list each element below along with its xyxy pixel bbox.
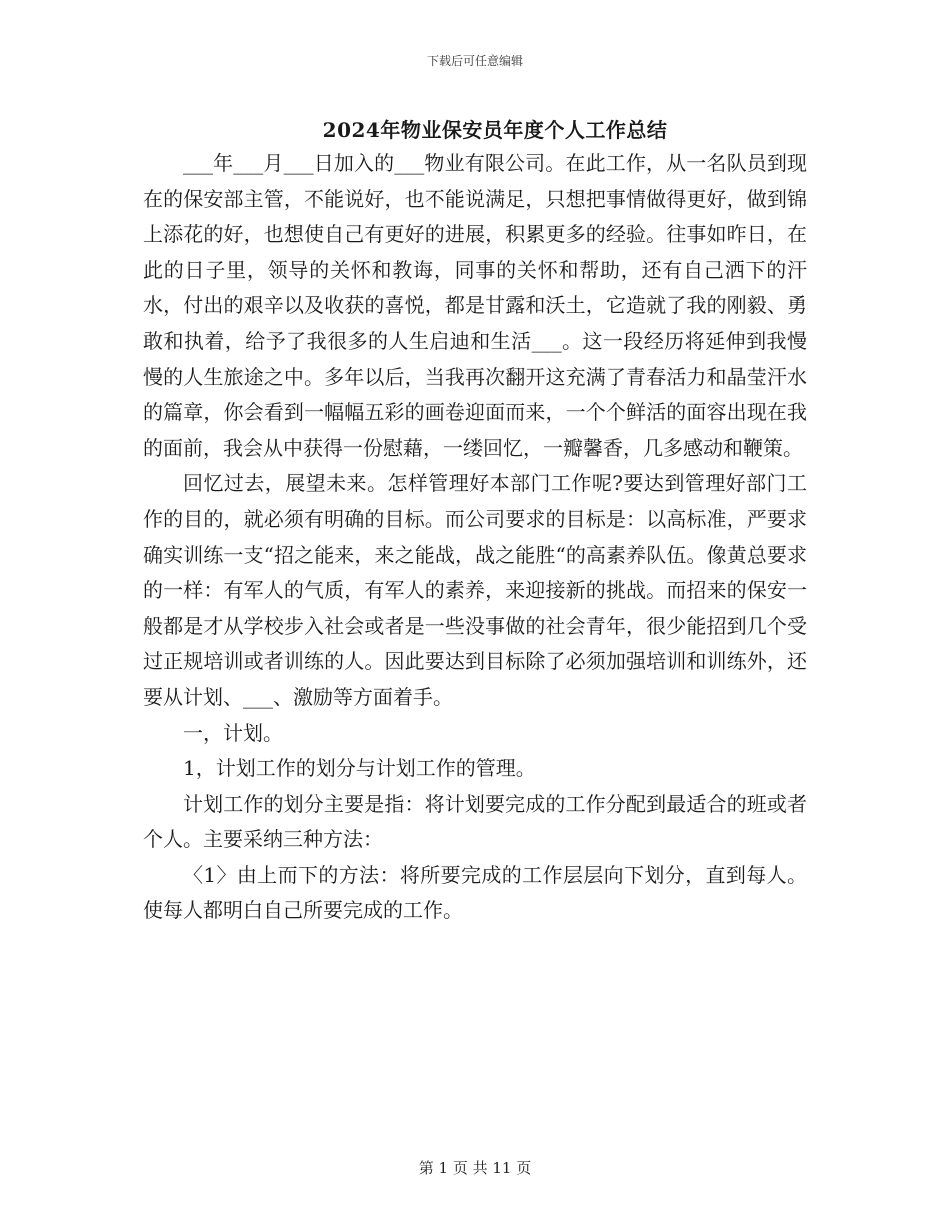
paragraph-intro: ___年___月___日加入的___物业有限公司。在此工作，从一名队员到现在的保安部主管，不能说好，也不能说满足，只想把事情做得更好，做到锦上添花的好，也想使自己有更好的进展，积累更多的经验。往事如昨日，在此的日子里，领导的关怀和教诲，同事的关怀和帮助，还有自己洒下的汗水，付出的艰辛以及收获的喜悦，都是甘露和沃土，它造就了我的刚毅、勇敢和执着，给予了我很多的人生启迪和生活___。这一段经历将延伸到我慢慢的人生旅途之中。多年以后，当我再次翻开这充满了青春活力和晶莹汗水的篇章，你会看到一幅幅五彩的画卷迎面而来，一个个鲜活的面容出现在我的面前，我会从中获得一份慰藉，一缕回忆，一瓣馨香，几多感动和鞭策。	[143, 151, 807, 460]
paragraph-method-1: 〈1〉由上而下的方法：将所要完成的工作层层向下划分，直到每人。使每人都明白自己所要完成的工作。	[143, 862, 807, 923]
document-title: 2024年物业保安员年度个人工作总结	[322, 118, 668, 142]
paragraph-goals: 回忆过去，展望未来。怎样管理好本部门工作呢?要达到管理好部门工作的目的，就必须有明确的目标。而公司要求的目标是：以高标准，严要求确实训练一支“招之能来，来之能战，战之能胜“的高素养队伍。像黄总要求的一样：有军人的气质，有军人的素养，来迎接新的挑战。而招来的保安一般都是才从学校步入社会或者是一些没事做的社会青年，很少能招到几个受过正规培训或者训练的人。因此要达到目标除了必须加强培训和训练外，还要从计划、___、激励等方面着手。	[143, 471, 807, 709]
header-note: 下载后可任意编辑	[426, 54, 523, 68]
subsection-heading: 1，计划工作的划分与计划工作的管理。	[183, 756, 536, 781]
paragraph-plan-division: 计划工作的划分主要是指：将计划要完成的工作分配到最适合的班或者个人。主要采纳三种方法：	[143, 791, 807, 852]
document-body	[143, 146, 807, 929]
page-number: 第 1 页 共 11 页	[418, 1159, 532, 1177]
section-heading-plan: 一，计划。	[183, 720, 283, 745]
